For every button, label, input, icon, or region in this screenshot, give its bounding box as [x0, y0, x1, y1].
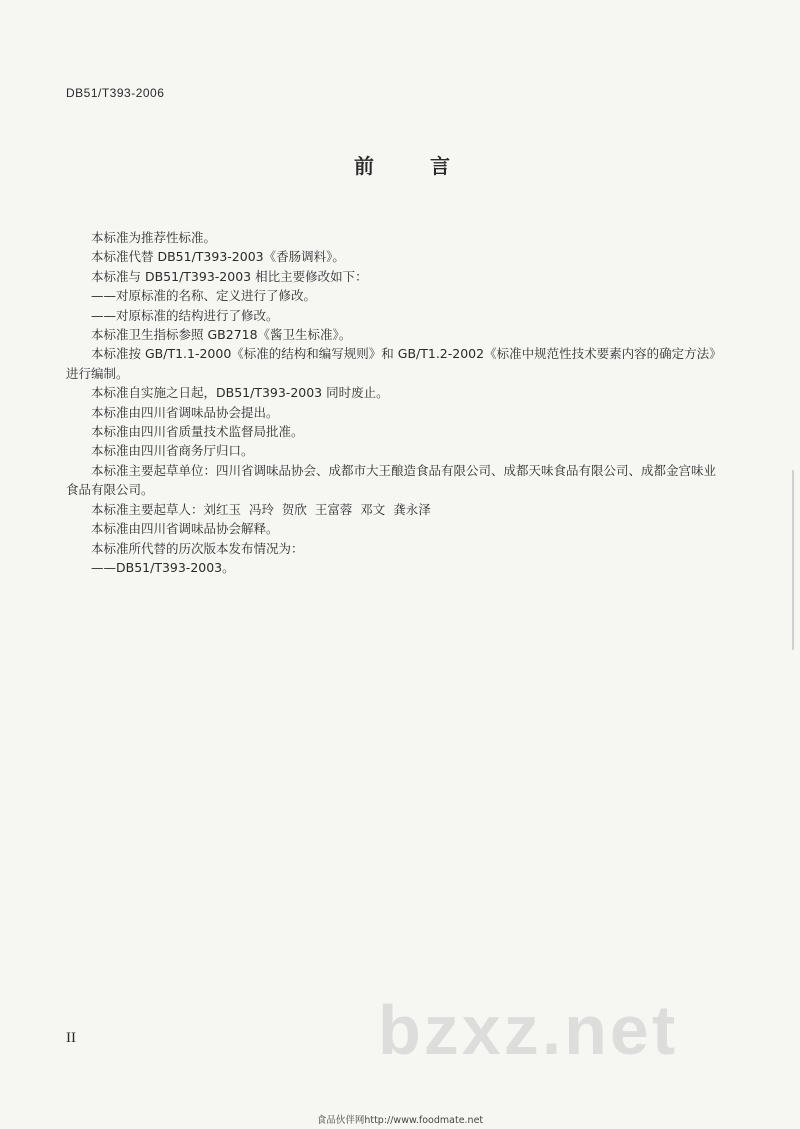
page-title: 前言: [354, 154, 506, 178]
body-text: [66, 228, 726, 577]
document-code: DB51/T393-2006: [66, 86, 165, 100]
watermark: bzxz.net: [378, 991, 679, 1069]
paragraph: 本标准主要起草人：刘红玉 冯玲 贺欣 王富蓉 邓文 龚永泽: [91, 501, 431, 517]
paragraph: 本标准为推荐性标准。: [91, 230, 217, 245]
list-item: ——DB51/T393-2003。: [91, 559, 235, 575]
paragraph: 本标准按 GB/T1.1-2000《标准的结构和编写规则》和 GB/T1.2-2002《标准中规范性技术要素内容的确定方法》进行编制。: [66, 346, 722, 381]
paragraph: 本标准由四川省质量技术监督局批准。: [91, 424, 304, 440]
paragraph: 本标准与 DB51/T393-2003 相比主要修改如下：: [91, 268, 368, 284]
paragraph: 本标准由四川省调味品协会解释。: [91, 521, 279, 537]
footer-source: 食品伙伴网http://www.foodmate.net: [316, 1115, 484, 1126]
paragraph: 本标准所代替的历次版本发布情况为：: [91, 540, 304, 556]
page-number: II: [66, 1030, 76, 1046]
paragraph: 本标准卫生指标参照 GB2718《酱卫生标准》。: [91, 327, 352, 343]
list-item: ——对原标准的名称、定义进行了修改。: [91, 288, 317, 304]
paragraph: 本标准自实施之日起，DB51/T393-2003 同时废止。: [91, 385, 389, 401]
paragraph: 本标准主要起草单位：四川省调味品协会、成都市大王酿造食品有限公司、成都天味食品有限公司、成都金宫味业食品有限公司。: [66, 462, 717, 498]
paragraph: 本标准由四川省商务厅归口。: [91, 443, 254, 459]
list-item: ——对原标准的结构进行了修改。: [91, 307, 279, 323]
paragraph: 本标准由四川省调味品协会提出。: [91, 404, 279, 420]
paragraph: 本标准代替 DB51/T393-2003《香肠调料》。: [91, 249, 345, 265]
scan-edge-mark: [792, 470, 794, 650]
